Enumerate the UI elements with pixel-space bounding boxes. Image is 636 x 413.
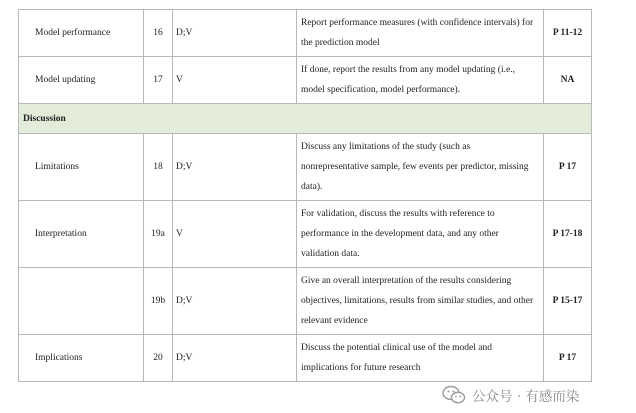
description-cell: Give an overall interpretation of the results considering objectives, limitations, results from similar studies, and other relevant evidence [297, 268, 544, 335]
description-cell: If done, report the results from any model updating (i.e., model specification, model performance). [297, 57, 544, 104]
page-cell: NA [544, 57, 592, 104]
item-number-cell: 16 [144, 10, 173, 57]
wechat-icon [442, 385, 466, 405]
watermark [442, 384, 579, 406]
table-row [19, 268, 592, 335]
topic-cell: Limitations [19, 134, 144, 201]
section-row [19, 104, 592, 134]
section-heading: Discussion [19, 104, 592, 134]
study-type-cell: D;V [173, 335, 297, 382]
item-number-cell: 20 [144, 335, 173, 382]
table-row [19, 134, 592, 201]
table-row [19, 201, 592, 268]
page-cell: P 17 [544, 335, 592, 382]
table-row [19, 10, 592, 57]
description-cell: Discuss the potential clinical use of the model and implications for future research [297, 335, 544, 382]
topic-cell [19, 268, 144, 335]
topic-cell: Interpretation [19, 201, 144, 268]
study-type-cell: D;V [173, 134, 297, 201]
item-number-cell: 19a [144, 201, 173, 268]
item-number-cell: 17 [144, 57, 173, 104]
study-type-cell: V [173, 57, 297, 104]
study-type-cell: D;V [173, 10, 297, 57]
description-cell: Report performance measures (with confidence intervals) for the prediction model [297, 10, 544, 57]
page-cell: P 11-12 [544, 10, 592, 57]
study-type-cell: D;V [173, 268, 297, 335]
topic-cell: Model updating [19, 57, 144, 104]
description-cell: For validation, discuss the results with reference to performance in the development data, and any other validation data. [297, 201, 544, 268]
description-cell: Discuss any limitations of the study (such as nonrepresentative sample, few events per predictor, missing data). [297, 134, 544, 201]
study-type-cell: V [173, 201, 297, 268]
page-cell: P 17 [544, 134, 592, 201]
checklist-table [18, 9, 592, 382]
table-row [19, 57, 592, 104]
item-number-cell: 18 [144, 134, 173, 201]
topic-cell: Implications [19, 335, 144, 382]
item-number-cell: 19b [144, 268, 173, 335]
table-row [19, 335, 592, 382]
watermark-text: 公众号 · 有感而染 [472, 389, 580, 405]
topic-cell: Model performance [19, 10, 144, 57]
page-cell: P 15-17 [544, 268, 592, 335]
page-cell: P 17-18 [544, 201, 592, 268]
